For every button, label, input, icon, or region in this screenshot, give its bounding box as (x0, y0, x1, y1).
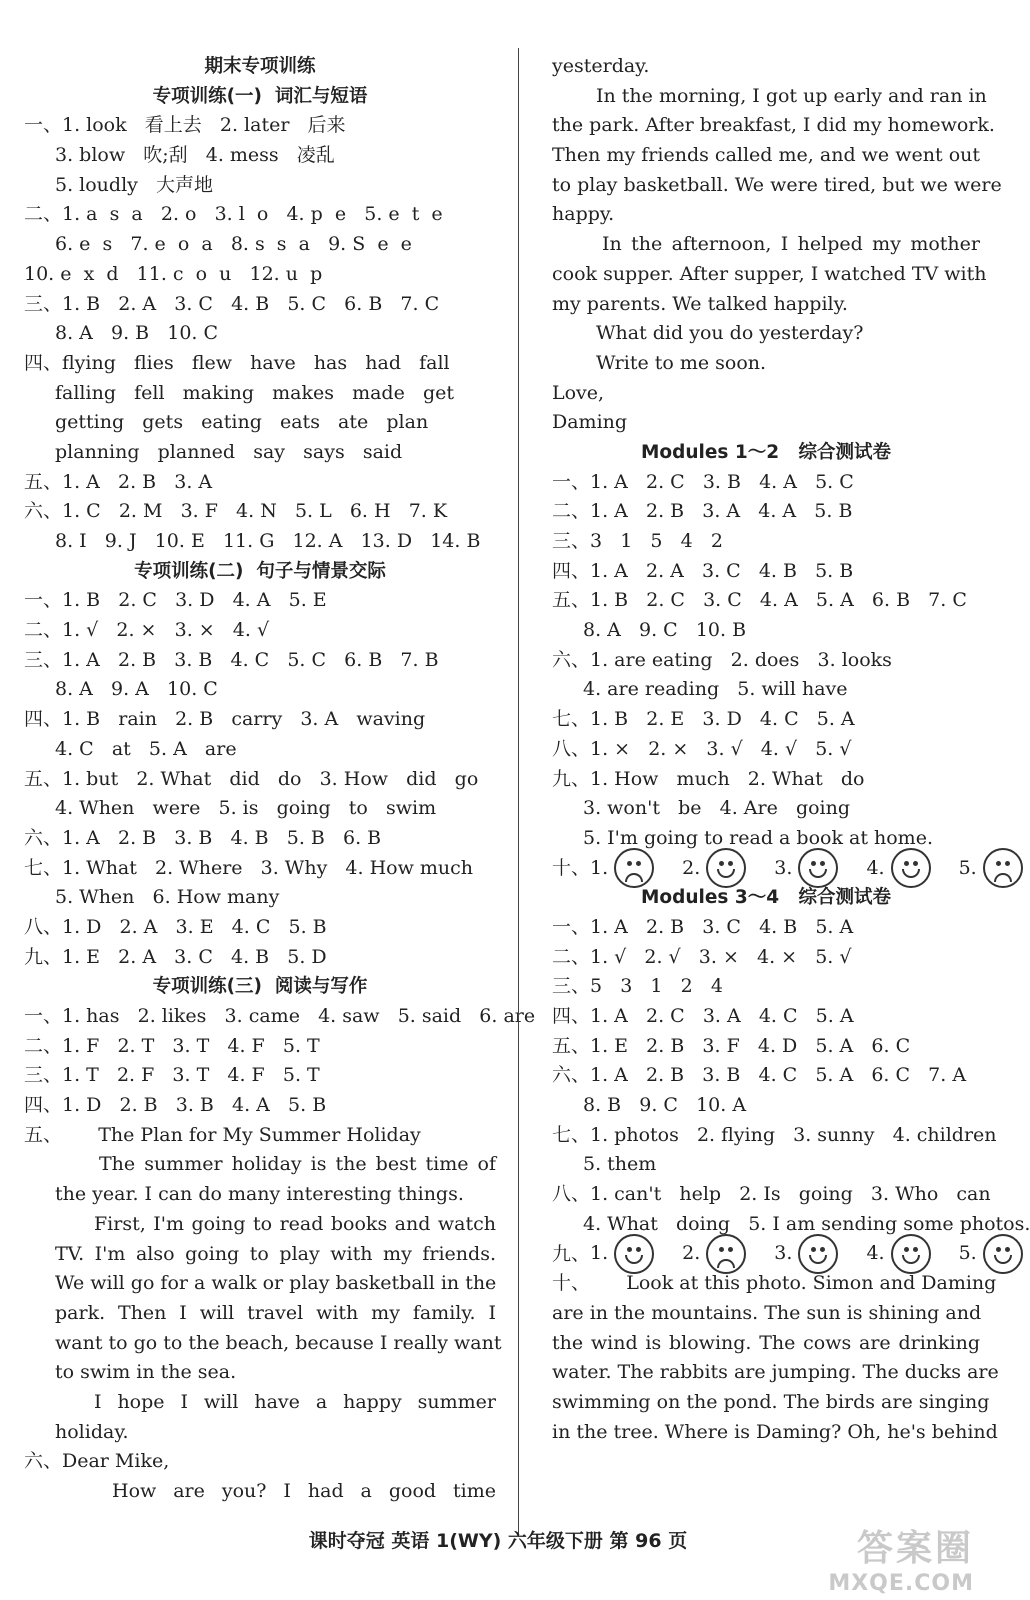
left-column (24, 52, 536, 1507)
answer-line: 三、1. B 2. A 3. C 4. B 5. C 6. B 7. C (24, 292, 440, 315)
answer-line: 五、1. A 2. B 3. A (24, 470, 213, 493)
answer-line: are in the mountains. The sun is shining and (552, 1301, 982, 1324)
answer-line: in the tree. Where is Daming? Oh, he's behind (552, 1420, 998, 1443)
answer-line: 六、1. are eating 2. does 3. looks (552, 648, 892, 671)
answer-line: 二、1. √ 2. × 3. × 4. √ (24, 619, 270, 642)
answer-line: Then my friends called me, and we went out (552, 144, 980, 167)
watermark-logo-text: 答案圈 (856, 1528, 974, 1569)
answer-line: 六、1. A 2. B 3. B 4. C 5. A 6. C 7. A (552, 1064, 967, 1087)
answer-line: 8. A 9. C 10. B (583, 619, 747, 642)
answer-line: Write to me soon. (596, 351, 767, 374)
answer-line: yesterday. (552, 55, 650, 77)
answer-line: 七、1. photos 2. flying 3. sunny 4. children (552, 1123, 997, 1146)
answer-line: 4. When were 5. is going to swim (55, 797, 437, 820)
answer-line: How are you? I had a good time (112, 1480, 496, 1502)
answer-line: 十、 Look at this photo. Simon and Daming (552, 1272, 997, 1295)
section-heading: Modules 3～4 综合测试卷 (641, 887, 891, 909)
answer-line: getting gets eating eats ate plan (55, 411, 429, 434)
answer-line: want to go to the beach, because I really want (55, 1331, 502, 1354)
answer-line: falling fell making makes made get (55, 381, 454, 404)
watermark-url: MXQE.COM (828, 1571, 974, 1596)
answer-line: 五、1. E 2. B 3. F 4. D 5. A 6. C (552, 1034, 911, 1057)
right-column (552, 52, 1030, 1447)
section-heading: 专项训练(三) 阅读与写作 (152, 976, 368, 998)
answer-line: 七、1. What 2. Where 3. Why 4. How much (24, 856, 474, 879)
answer-line: 5. loudly 大声地 (55, 173, 214, 196)
column-divider (518, 48, 519, 1536)
section-heading: 专项训练(一) 词汇与短语 (152, 85, 368, 107)
answer-line: water. The rabbits are jumping. The ducks are (552, 1361, 999, 1384)
answer-line: 一、1. B 2. C 3. D 4. A 5. E (24, 589, 327, 612)
answer-line: 四、flying flies flew have has had fall (24, 351, 450, 374)
answer-line: 二、1. a s a 2. o 3. l o 4. p e 5. e t e (24, 203, 443, 226)
answer-number: 5. (958, 1242, 977, 1265)
answer-line: 8. A 9. B 10. C (55, 322, 219, 345)
answer-line: 3. won't be 4. Are going (583, 797, 851, 820)
answer-line: 5. I'm going to read a book at home. (583, 826, 933, 849)
sad-face-icon (983, 848, 1023, 888)
answer-line: In the morning, I got up early and ran in (596, 84, 987, 107)
answer-line: Love, (552, 381, 605, 404)
answer-line: 四、1. A 2. C 3. A 4. C 5. A (552, 1005, 854, 1027)
answer-line: 一、1. A 2. B 3. C 4. B 5. A (552, 915, 854, 938)
answer-line: 七、1. B 2. E 3. D 4. C 5. A (552, 708, 855, 731)
answer-line: 4. are reading 5. will have (583, 678, 848, 701)
answer-line: the year. I can do many interesting things. (55, 1183, 464, 1206)
answer-line: 6. e s 7. e o a 8. s s a 9. S e e (55, 233, 412, 256)
answer-line: TV. I'm also going to play with my friends. (55, 1242, 496, 1265)
answer-line: The summer holiday is the best time of (99, 1153, 496, 1176)
answer-line: 8. A 9. A 10. C (55, 678, 218, 701)
answer-line: 八、1. D 2. A 3. E 4. C 5. B (24, 915, 327, 938)
answer-line: 二、1. F 2. T 3. T 4. F 5. T (24, 1034, 320, 1057)
answer-line: 五、1. B 2. C 3. C 4. A 5. A 6. B 7. C (552, 589, 967, 612)
answer-line: 九、1. E 2. A 3. C 4. B 5. D (24, 945, 327, 968)
answer-line: 8. B 9. C 10. A (583, 1094, 747, 1117)
answer-number: 2. (682, 1242, 701, 1265)
answer-line: 三、3 1 5 4 2 (552, 530, 723, 552)
answer-line: 六、1. C 2. M 3. F 4. N 5. L 6. H 7. K (24, 500, 448, 523)
section-heading: Modules 1～2 综合测试卷 (641, 441, 891, 463)
answer-line: 九、1. How much 2. What do (552, 767, 865, 790)
answer-line: In the afternoon, I helped my mother (602, 233, 980, 256)
answer-line: to swim in the sea. (55, 1361, 237, 1384)
answer-line: 五、1. but 2. What did do 3. How did go (24, 767, 479, 790)
answer-line: I hope I will have a happy summer (94, 1390, 496, 1413)
question-label: 十、 (552, 856, 591, 879)
face-answer (590, 848, 654, 888)
smiley-face-icon (891, 848, 931, 888)
face-answer-row (552, 1240, 980, 1270)
face-answer (959, 848, 1023, 888)
face-answer-row (552, 854, 980, 884)
question-label: 九、 (552, 1242, 591, 1265)
answer-line: First, I'm going to read books and watch (94, 1212, 496, 1235)
answer-line: 四、1. B rain 2. B carry 3. A waving (24, 708, 426, 731)
answer-line: 三、1. T 2. F 3. T 4. F 5. T (24, 1064, 320, 1087)
answer-line: We will go for a walk or play basketball in the (55, 1272, 497, 1295)
section-heading: 专项训练(二) 句子与情景交际 (134, 560, 386, 582)
answer-line: 一、1. look 看上去 2. later 后来 (24, 114, 346, 137)
answer-line: 3. blow 吹;刮 4. mess 凌乱 (55, 144, 335, 167)
answer-line: the park. After breakfast, I did my homework. (552, 114, 995, 137)
answer-line: planning planned say says said (55, 440, 403, 463)
answer-line: Daming (552, 411, 628, 434)
answer-line: 四、1. D 2. B 3. B 4. A 5. B (24, 1094, 327, 1117)
answer-line: 三、1. A 2. B 3. B 4. C 5. C 6. B 7. B (24, 648, 439, 671)
answer-line: 10. e x d 11. c o u 12. u p (24, 262, 323, 285)
answer-number: 1. (590, 1242, 609, 1265)
answer-line: 5. them (583, 1153, 657, 1176)
answer-line: my parents. We talked happily. (552, 292, 848, 315)
smiley-face-icon (983, 1234, 1023, 1274)
answer-line: to play basketball. We were tired, but we were (552, 173, 1002, 196)
answer-number: 1. (590, 856, 609, 879)
answer-line: park. Then I will travel with my family. I (55, 1301, 496, 1324)
answer-line: swimming on the pond. The birds are singing (552, 1390, 990, 1413)
answer-line: 四、1. A 2. A 3. C 4. B 5. B (552, 559, 854, 582)
smiley-face-icon (891, 1234, 931, 1274)
answer-line: the wind is blowing. The cows are drinking (552, 1331, 980, 1354)
answer-line: 8. I 9. J 10. E 11. G 12. A 13. D 14. B (55, 530, 481, 552)
answer-number: 4. (866, 1242, 885, 1265)
answer-line: 五、 The Plan for My Summer Holiday (24, 1123, 421, 1146)
watermark (828, 1520, 974, 1596)
answer-line: 一、1. has 2. likes 3. came 4. saw 5. said 6. are (24, 1005, 536, 1027)
answer-number: 4. (866, 856, 885, 879)
answer-number: 3. (774, 1242, 793, 1265)
answer-line: 一、1. A 2. C 3. B 4. A 5. C (552, 470, 854, 493)
answer-number: 2. (682, 856, 701, 879)
answer-line: 二、1. √ 2. √ 3. × 4. × 5. √ (552, 945, 852, 968)
answer-line: 4. What doing 5. I am sending some photos. (583, 1212, 1030, 1235)
answer-number: 3. (774, 856, 793, 879)
answer-line: 5. When 6. How many (55, 886, 280, 909)
answer-line: cook supper. After supper, I watched TV with (552, 262, 987, 285)
answer-number: 5. (958, 856, 977, 879)
answer-line: happy. (552, 203, 615, 226)
answer-line: 六、Dear Mike, (24, 1450, 170, 1473)
section-heading: 期末专项训练 (204, 56, 316, 77)
answer-line: 六、1. A 2. B 3. B 4. B 5. B 6. B (24, 826, 382, 849)
page-footer: 课时夺冠 英语 1(WY) 六年级下册 第 96 页 (308, 1530, 688, 1552)
answer-line: 4. C at 5. A are (55, 737, 237, 760)
answer-line: What did you do yesterday? (596, 322, 864, 345)
answer-line: 八、1. × 2. × 3. √ 4. √ 5. √ (552, 737, 852, 760)
answer-line: 二、1. A 2. B 3. A 4. A 5. B (552, 500, 853, 523)
answer-line: holiday. (55, 1420, 129, 1443)
answer-line: 三、5 3 1 2 4 (552, 975, 723, 998)
answer-line: 八、1. can't help 2. Is going 3. Who can (552, 1183, 991, 1206)
